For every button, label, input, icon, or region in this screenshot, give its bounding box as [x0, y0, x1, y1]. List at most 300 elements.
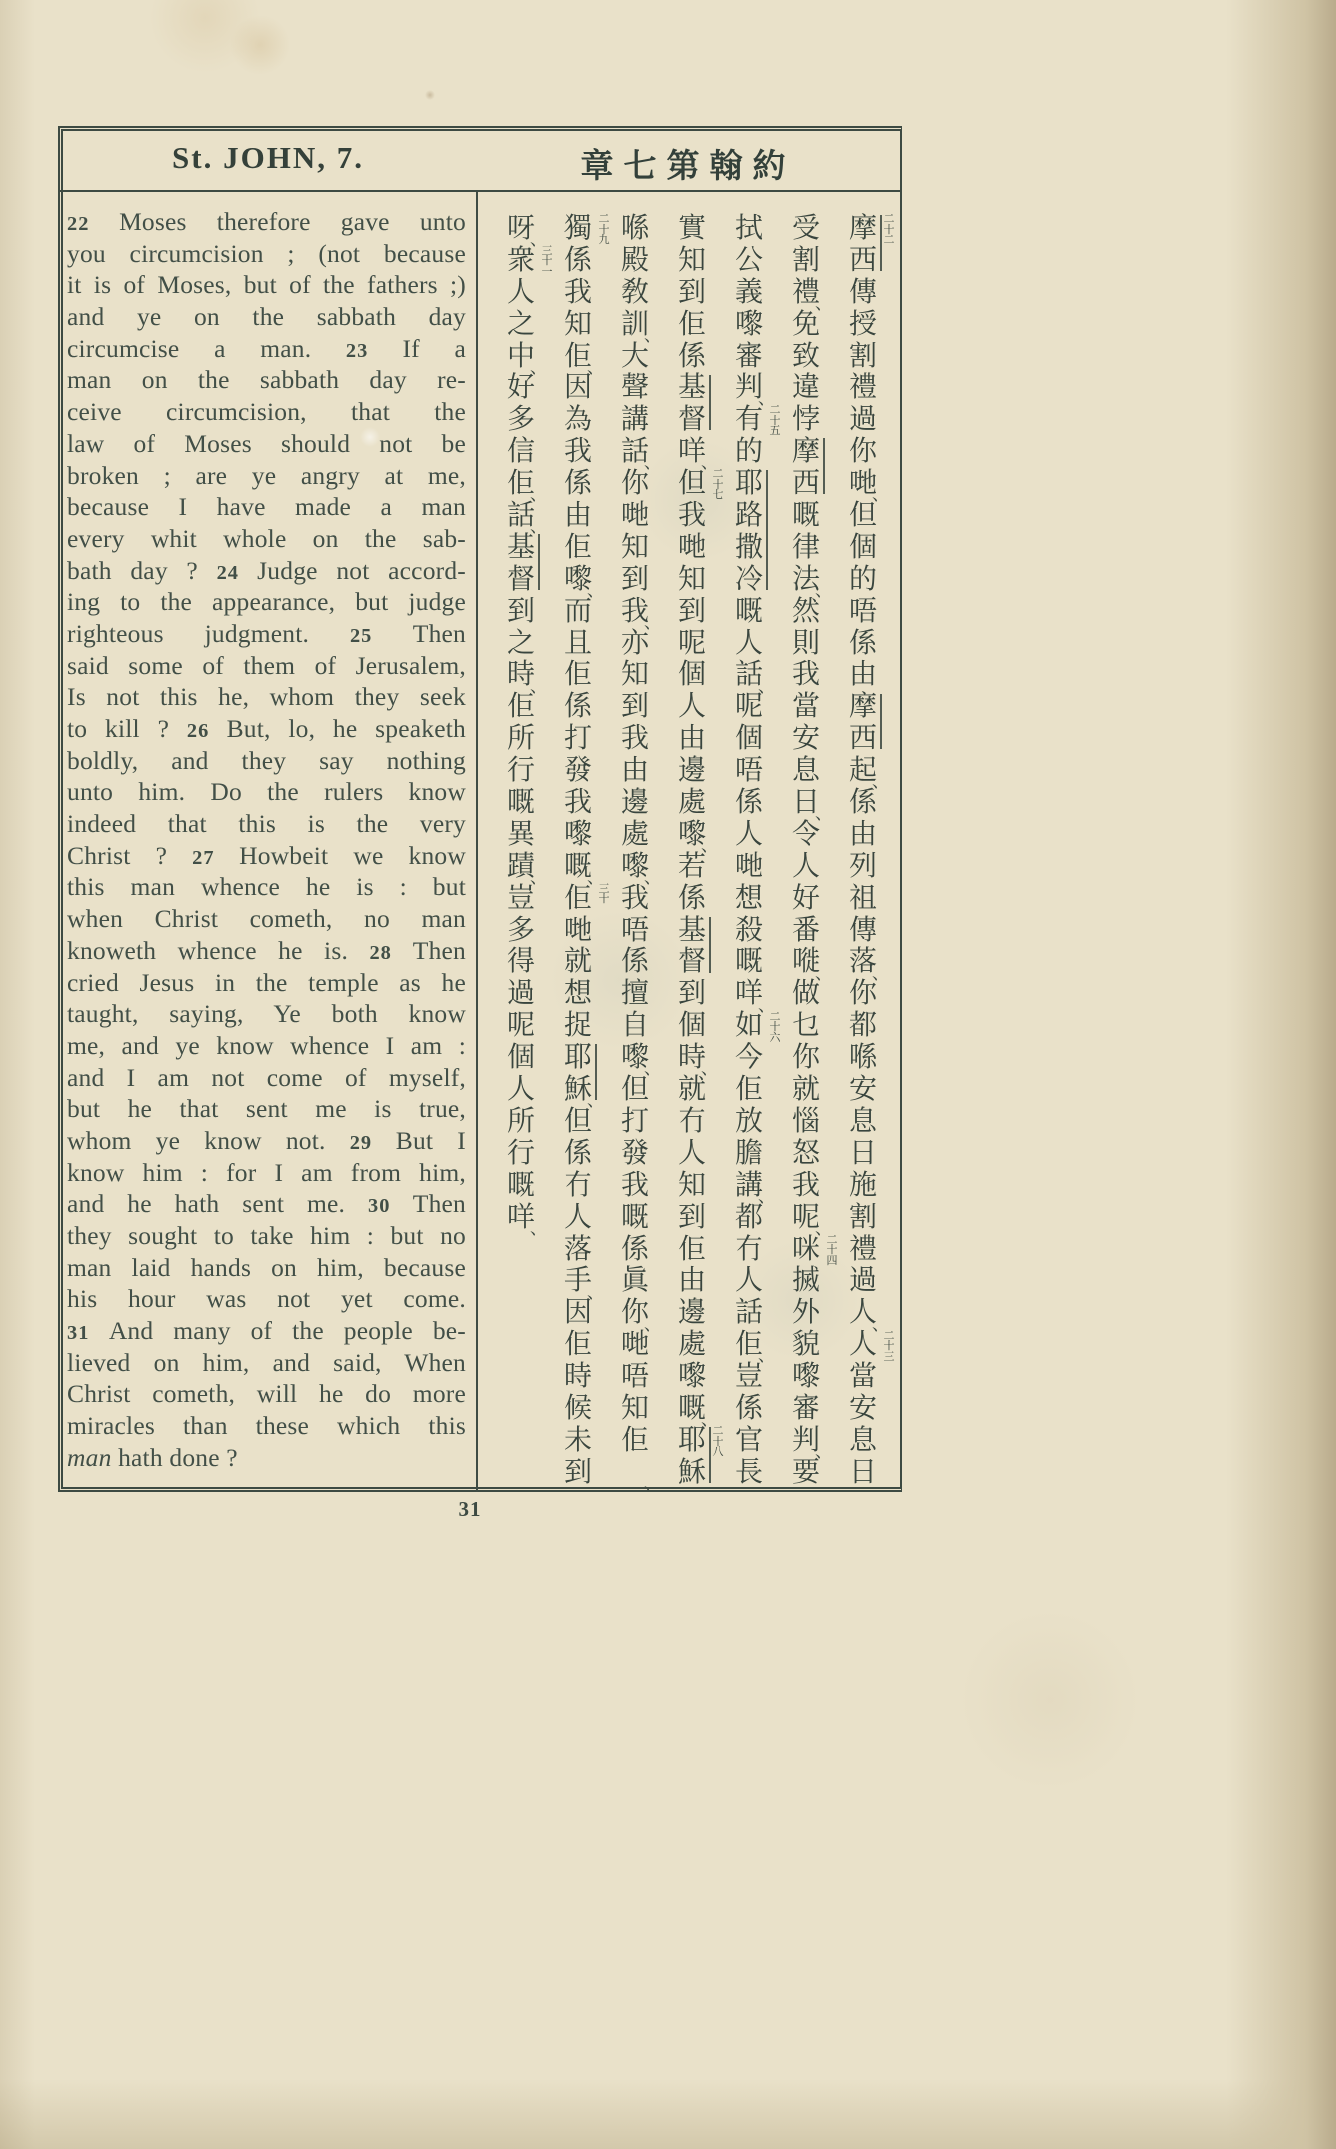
ideographic-comma: 、: [530, 867, 547, 888]
chinese-character: 但: [563, 1103, 592, 1137]
chinese-character: 嘥: [791, 944, 820, 978]
chinese-character: 惱: [791, 1103, 820, 1137]
chinese-character: 人: [848, 1327, 877, 1361]
proper-name-mark: [880, 694, 882, 750]
ideographic-comma: 、: [701, 453, 718, 474]
chinese-character: 話: [620, 434, 649, 468]
chinese-character: 佢: [734, 1072, 763, 1106]
proper-name-mark: [709, 375, 711, 431]
chinese-character: 但: [848, 498, 877, 532]
chinese-character: 大: [620, 338, 649, 372]
chinese-character: 就: [677, 1072, 706, 1106]
chinese-character: 如: [734, 1008, 763, 1042]
proper-name-mark: [538, 534, 540, 590]
chinese-character: 若: [677, 848, 706, 882]
verse-number-marker: 二 十 五: [769, 403, 781, 438]
english-text-line: and I am not come of myself,: [67, 1062, 466, 1092]
chinese-character: 唔: [620, 1359, 649, 1393]
chinese-character: 西: [791, 466, 820, 500]
chinese-character: 係: [563, 1135, 592, 1169]
chinese-character: 我: [620, 721, 649, 755]
chinese-character: 拭: [734, 211, 763, 244]
chinese-character: 耶: [563, 1040, 592, 1074]
chinese-character: 豈: [734, 1359, 763, 1393]
chinese-character: 乜: [791, 1008, 820, 1042]
ideographic-comma: 、: [530, 485, 547, 506]
chinese-character: 話: [734, 1295, 763, 1329]
chinese-character: 律: [791, 529, 820, 563]
chinese-character: 禮: [791, 274, 820, 308]
chinese-character: 我: [677, 498, 706, 532]
chinese-character: 嚟: [620, 1040, 649, 1074]
chinese-character: 係: [563, 466, 592, 500]
chinese-character: 受: [791, 211, 820, 244]
english-text-line: ceive circumcision, that the: [67, 397, 466, 427]
chinese-character: 聲: [620, 370, 649, 404]
english-text-line: lieved on him, and said, When: [67, 1347, 466, 1377]
chinese-character: 違: [791, 370, 820, 404]
chinese-character: 係: [563, 689, 592, 723]
english-text-line: man on the sabbath day re-: [67, 365, 466, 395]
chinese-character: 咩: [677, 434, 706, 468]
chinese-character: 殺: [734, 912, 763, 946]
chinese-character: 但: [620, 1072, 649, 1106]
chinese-character: 亦: [620, 625, 649, 659]
chinese-character: 實: [677, 211, 706, 244]
ideographic-comma: 、: [644, 1474, 661, 1494]
verse-number-marker: 二 十 六: [769, 1009, 781, 1044]
page-number: 31: [458, 1497, 482, 1521]
chinese-character: 之: [506, 306, 535, 340]
english-text-line: Christ ? 27 Howbeit we know: [67, 840, 466, 870]
chinese-character: 哋: [620, 1327, 649, 1361]
chinese-character: 穌: [563, 1072, 592, 1106]
english-text-line: broken ; are ye angry at me,: [67, 460, 466, 490]
proper-name-mark: [595, 1044, 597, 1100]
chinese-character: 講: [620, 402, 649, 436]
chinese-character: 講: [734, 1167, 763, 1201]
chinese-character: 所: [506, 1103, 535, 1137]
ideographic-comma: 、: [815, 293, 832, 314]
chinese-character: 冇: [734, 1231, 763, 1265]
chinese-character: 佢: [677, 306, 706, 340]
chinese-character: 起: [848, 753, 877, 787]
chinese-character: 傳: [848, 274, 877, 308]
chinese-character: 人: [506, 274, 535, 308]
ideographic-comma: 、: [644, 867, 661, 888]
verse-number: 28: [369, 941, 413, 964]
chinese-character: 息: [848, 1103, 877, 1137]
chinese-character: 怒: [791, 1135, 820, 1169]
chinese-character: 我: [620, 1167, 649, 1201]
chinese-character: 耶: [677, 1422, 706, 1456]
chinese-character: 話: [734, 657, 763, 691]
chinese-character: 我: [620, 593, 649, 627]
proper-name-mark: [766, 470, 768, 590]
chinese-character: 發: [620, 1135, 649, 1169]
chinese-character: 悖: [791, 402, 820, 436]
ideographic-comma: 、: [587, 1282, 604, 1303]
ideographic-comma: 、: [815, 1218, 832, 1239]
chinese-character: 佢: [563, 529, 592, 563]
chinese-character: 因: [563, 370, 592, 404]
english-text-column: [67, 206, 466, 1474]
chinese-character: 咩: [734, 976, 763, 1010]
chinese-character: 外: [791, 1295, 820, 1329]
chinese-character: 嚟: [563, 816, 592, 850]
chinese-character: 搣: [791, 1263, 820, 1297]
chinese-character: 到: [506, 593, 535, 627]
chinese-character: 公: [734, 242, 763, 276]
ideographic-comma: 、: [644, 612, 661, 633]
chinese-character: 做: [791, 976, 820, 1010]
ideographic-comma: 、: [644, 1059, 661, 1080]
verse-number-marker: 二 十 七: [712, 467, 724, 502]
chinese-character: 人: [677, 1135, 706, 1169]
chinese-character: 所: [506, 721, 535, 755]
chinese-character: 蹟: [506, 848, 535, 882]
chinese-character: 的: [734, 434, 763, 468]
chinese-character: 嘅: [734, 944, 763, 978]
english-text-line: ing to the appearance, but judge: [67, 587, 466, 617]
chinese-character: 佢: [563, 1327, 592, 1361]
chinese-character: 致: [791, 338, 820, 372]
ideographic-comma: 、: [701, 836, 718, 856]
english-text-line: when Christ cometh, no man: [67, 904, 466, 934]
verse-number-marker: 二 十 九: [598, 212, 610, 246]
chinese-character: 係: [734, 1390, 763, 1424]
chinese-character: 信: [506, 434, 535, 468]
english-text-line: knoweth whence he is. 28 Then: [67, 935, 466, 965]
chinese-character: 督: [677, 402, 706, 436]
chinese-character: 自: [620, 1008, 649, 1042]
chinese-character: 祖: [848, 880, 877, 914]
english-text-line: said some of them of Jerusalem,: [67, 650, 466, 680]
chinese-text-column: [559, 211, 610, 1488]
chinese-character: 人: [791, 848, 820, 882]
chinese-character: 邊: [620, 785, 649, 819]
chinese-character: 而: [563, 593, 592, 627]
chinese-character: 當: [848, 1359, 877, 1393]
chinese-character: 判: [791, 1422, 820, 1456]
chinese-character: 處: [677, 1327, 706, 1361]
chinese-character: 知: [677, 561, 706, 595]
chinese-character: 個: [848, 529, 877, 563]
chinese-character: 審: [734, 338, 763, 372]
chinese-character: 割: [848, 1199, 877, 1233]
proper-name-mark: [823, 438, 825, 494]
chinese-character: 為: [563, 402, 592, 436]
chinese-character: 佢: [563, 657, 592, 691]
chinese-text-column: [616, 211, 661, 1494]
chinese-character: 基: [506, 529, 535, 563]
english-text-line: and he hath sent me. 30 Then: [67, 1189, 466, 1219]
ideographic-comma: 、: [530, 229, 547, 250]
chinese-character: 打: [563, 721, 592, 755]
chinese-character: 摩: [848, 211, 877, 244]
english-text-line: every whit whole on the sab-: [67, 523, 466, 553]
english-text-line: whom ye know not. 29 But I: [67, 1125, 466, 1155]
chinese-character: 個: [506, 1040, 535, 1074]
ideographic-comma: 、: [758, 1346, 775, 1367]
chinese-character: 想: [563, 976, 592, 1010]
english-text-line: man hath done ?: [67, 1442, 238, 1472]
ideographic-comma: 、: [530, 676, 547, 697]
chinese-character: 免: [791, 306, 820, 340]
chinese-character: 佢: [506, 466, 535, 500]
chinese-character: 禮: [848, 1231, 877, 1265]
chinese-character: 到: [677, 274, 706, 308]
chinese-character: 到: [620, 561, 649, 595]
chinese-character: 我: [563, 785, 592, 819]
chinese-character: 知: [677, 242, 706, 276]
chinese-character: 耶: [734, 466, 763, 500]
chinese-character: 令: [791, 816, 820, 850]
chinese-character: 訓: [620, 306, 649, 340]
chinese-character: 基: [677, 912, 706, 946]
verse-number-marker: 三 十: [598, 881, 610, 906]
english-text-line: 31 And many of the people be-: [67, 1316, 466, 1346]
chinese-character: 長: [734, 1454, 763, 1488]
verse-number: 29: [349, 1131, 396, 1154]
english-text-line: they sought to take him : but no: [67, 1221, 466, 1250]
chinese-character: 人: [506, 1072, 535, 1106]
chinese-character: 貌: [791, 1327, 820, 1361]
ideographic-comma: 、: [701, 1059, 718, 1080]
verse-number-marker: 二 十 四: [826, 1232, 838, 1267]
chinese-character: 得: [506, 944, 535, 978]
chinese-character: 喺: [848, 1040, 877, 1074]
chinese-character: 話: [506, 498, 535, 532]
ideographic-comma: 、: [644, 325, 661, 346]
ideographic-comma: 、: [530, 1218, 547, 1239]
english-text-line: circumcise a man. 23 If a: [67, 333, 466, 363]
chinese-character: 係: [563, 242, 592, 276]
chinese-character: 邊: [677, 753, 706, 787]
chinese-character: 嘅: [734, 593, 763, 627]
chinese-character: 日: [848, 1454, 877, 1488]
chinese-character: 嘅: [677, 1390, 706, 1424]
chinese-character: 未: [563, 1422, 592, 1456]
chinese-character: 異: [506, 816, 535, 850]
chinese-character: 哋: [620, 498, 649, 532]
chinese-character: 佢: [620, 1422, 649, 1456]
chinese-character: 哋: [848, 466, 877, 500]
english-text-line: because I have made a man: [67, 492, 466, 522]
chinese-character: 我: [791, 1167, 820, 1201]
ideographic-comma: 、: [815, 963, 832, 984]
chinese-character: 處: [620, 816, 649, 850]
chinese-character: 好: [506, 370, 535, 404]
proper-name-mark: [709, 917, 711, 973]
chinese-character: 人: [677, 689, 706, 723]
chinese-character: 候: [563, 1390, 592, 1424]
chinese-character: 冇: [563, 1167, 592, 1201]
chinese-character: 傳: [848, 912, 877, 946]
chinese-character: 嚟: [791, 1359, 820, 1393]
chinese-character: 呢: [677, 625, 706, 659]
verse-number-marker: 二 十 三: [883, 1328, 895, 1363]
english-text-line: Is not this he, whom they seek: [67, 682, 466, 712]
chinese-character: 法: [791, 561, 820, 595]
chinese-character: 摩: [848, 689, 877, 723]
chinese-character: 個: [677, 657, 706, 691]
ideographic-comma: 、: [530, 357, 547, 378]
ideographic-comma: 、: [815, 1442, 832, 1463]
chinese-character: 因: [563, 1295, 592, 1329]
chinese-character: 個: [677, 1008, 706, 1042]
chinese-character: 哋: [563, 912, 592, 946]
chinese-character: 獨: [563, 211, 592, 244]
english-text-line: it is of Moses, but of the fathers ;): [67, 270, 466, 300]
chinese-character: 列: [848, 848, 877, 882]
chinese-character: 呢: [506, 1008, 535, 1042]
verse-number-marker: 二 十 二: [883, 212, 895, 246]
ideographic-comma: 、: [587, 1091, 604, 1112]
chinese-character: 知: [563, 306, 592, 340]
ideographic-comma: 、: [872, 485, 889, 506]
chinese-character: 之: [506, 625, 535, 659]
chinese-character: 人: [848, 1295, 877, 1329]
proper-name-mark: [709, 1427, 711, 1483]
chinese-character: 佢: [506, 689, 535, 723]
chinese-character: 咪: [791, 1231, 820, 1265]
chinese-character: 係: [620, 1231, 649, 1265]
verse-number: 22: [67, 213, 120, 235]
chinese-character: 息: [848, 1422, 877, 1456]
ideographic-comma: 、: [587, 580, 604, 601]
chinese-character: 咩: [506, 1199, 535, 1233]
english-text-line: righteous judgment. 25 Then: [67, 618, 466, 648]
chinese-character: 官: [734, 1422, 763, 1456]
chinese-character: 義: [734, 274, 763, 308]
page-title-chinese: 章七第翰約: [580, 146, 796, 185]
chinese-character: 嘅: [506, 1167, 535, 1201]
chinese-character: 多: [506, 402, 535, 436]
chinese-character: 係: [620, 944, 649, 978]
chinese-character: 喺: [620, 211, 649, 244]
ideographic-comma: 、: [815, 804, 832, 825]
chinese-character: 由: [563, 498, 592, 532]
chinese-character: 嘅: [506, 785, 535, 819]
chinese-character: 且: [563, 625, 592, 659]
chinese-character: 由: [848, 816, 877, 850]
english-text-line: miracles than these which this: [67, 1411, 466, 1441]
ideographic-comma: 、: [758, 676, 775, 697]
english-text-line: his hour was not yet come.: [67, 1284, 466, 1314]
chinese-character: 安: [848, 1390, 877, 1424]
chinese-character: 嚟: [563, 561, 592, 595]
chinese-character: 撒: [734, 529, 763, 563]
chinese-character: 冷: [734, 561, 763, 595]
chinese-text-column: [673, 211, 724, 1488]
chinese-character: 呢: [791, 1199, 820, 1233]
chinese-character: 嚟: [734, 306, 763, 340]
chinese-character: 佢: [563, 338, 592, 372]
chinese-character: 呀: [506, 211, 535, 244]
english-text-line: cried Jesus in the temple as he: [67, 967, 466, 997]
chinese-character: 摩: [791, 434, 820, 468]
chinese-character: 係: [848, 785, 877, 819]
column-divider-rule: [476, 192, 478, 1492]
ideographic-comma: 、: [872, 1314, 889, 1335]
chinese-character: 衆: [506, 242, 535, 276]
chinese-character: 哋: [677, 529, 706, 563]
chinese-character: 有: [734, 402, 763, 436]
chinese-character: 中: [506, 338, 535, 372]
chinese-character: 但: [677, 466, 706, 500]
chinese-character: 人: [734, 625, 763, 659]
chinese-character: 你: [620, 466, 649, 500]
chinese-character: 知: [620, 529, 649, 563]
chinese-character: 人: [734, 1263, 763, 1297]
chinese-character: 割: [848, 338, 877, 372]
chinese-character: 嚟: [677, 1359, 706, 1393]
chinese-character: 唔: [734, 753, 763, 787]
verse-number-marker: 二 十 八: [712, 1424, 724, 1459]
ideographic-comma: 、: [530, 517, 547, 537]
chinese-character: 係: [677, 880, 706, 914]
chinese-character: 多: [506, 912, 535, 946]
ideographic-comma: 、: [644, 453, 661, 474]
ideographic-comma: 、: [587, 867, 604, 888]
verse-number: 30: [368, 1195, 413, 1218]
ideographic-comma: 、: [758, 389, 775, 410]
chinese-character: 殿: [620, 242, 649, 276]
chinese-character: 人: [563, 1199, 592, 1233]
chinese-character: 督: [506, 561, 535, 595]
english-text-line: know him : for I am from him,: [67, 1157, 466, 1187]
english-text-line: indeed that this is the very: [67, 809, 466, 839]
verse-number: 23: [345, 339, 403, 362]
chinese-character: 過: [848, 402, 877, 436]
chinese-character: 你: [791, 1040, 820, 1074]
chinese-character: 由: [620, 753, 649, 787]
chinese-character: 打: [620, 1103, 649, 1137]
chinese-character: 安: [791, 721, 820, 755]
chinese-character: 行: [506, 1135, 535, 1169]
verse-number: 26: [186, 720, 227, 742]
chinese-character: 放: [734, 1103, 763, 1137]
ideographic-comma: 、: [644, 1314, 661, 1335]
english-text-line: but he that sent me is true,: [67, 1094, 466, 1124]
english-text-line: Christ cometh, will he do more: [67, 1379, 466, 1409]
chinese-character: 過: [848, 1263, 877, 1297]
english-text-line: bath day ? 24 Judge not accord-: [67, 555, 466, 585]
chinese-character: 路: [734, 498, 763, 532]
chinese-character: 到: [677, 593, 706, 627]
chinese-character: 時: [506, 657, 535, 691]
chinese-character: 都: [848, 1008, 877, 1042]
ideographic-comma: 、: [815, 580, 832, 601]
english-text-line: boldly, and they say nothing: [67, 745, 466, 775]
chinese-character: 膽: [734, 1135, 763, 1169]
chinese-character: 禮: [848, 370, 877, 404]
chinese-character: 基: [677, 370, 706, 404]
chinese-character: 當: [791, 689, 820, 723]
chinese-character: 過: [506, 976, 535, 1010]
verse-number-marker: 三 十 一: [541, 243, 553, 278]
chinese-character: 你: [620, 1295, 649, 1329]
chinese-character: 你: [848, 434, 877, 468]
chinese-character: 眞: [620, 1263, 649, 1297]
chinese-character: 今: [734, 1040, 763, 1074]
chinese-character: 日: [848, 1135, 877, 1169]
chinese-character: 嘅: [563, 848, 592, 882]
chinese-text-column: [844, 211, 895, 1488]
chinese-character: 就: [791, 1072, 820, 1106]
verse-number: 24: [216, 561, 258, 584]
